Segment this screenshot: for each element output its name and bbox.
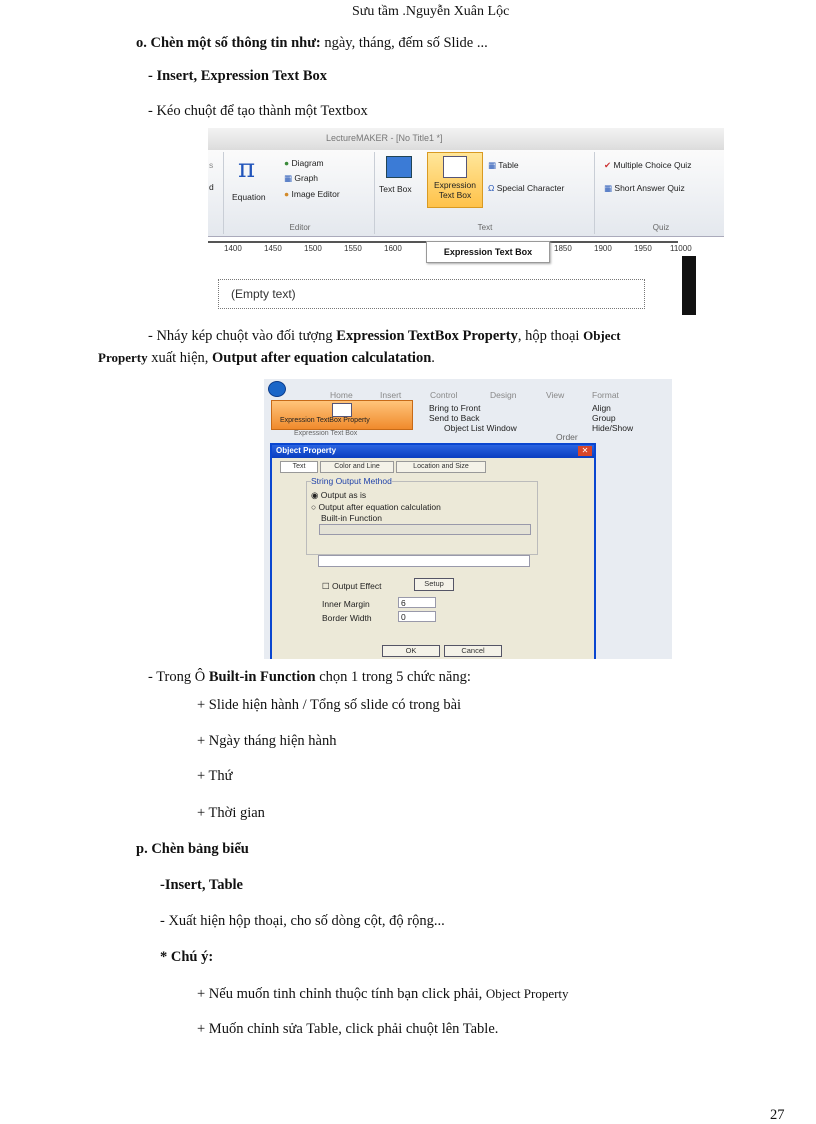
expression-textbox-label: Expression Text Box xyxy=(433,180,477,200)
table-button[interactable]: ▦ Table xyxy=(488,160,519,170)
tab-home[interactable]: Home xyxy=(330,390,353,400)
hide-show-button[interactable]: Hide/Show xyxy=(592,423,634,433)
table-icon: ▦ xyxy=(488,160,497,170)
object-property-screenshot xyxy=(264,379,672,659)
tab-design[interactable]: Design xyxy=(490,390,517,400)
section-o-heading xyxy=(136,35,488,52)
expression-textbox-button[interactable] xyxy=(427,152,483,208)
tab-insert[interactable]: Insert xyxy=(380,390,402,400)
editor-group xyxy=(226,152,375,234)
setup-button[interactable]: Setup xyxy=(414,578,454,591)
section-o-label: o. Chèn một số thông tin như: xyxy=(136,35,321,51)
app-title-bar xyxy=(208,128,724,150)
graph-icon: ▦ xyxy=(284,173,293,183)
diagram-icon: ● xyxy=(284,158,290,168)
ribbon-tabs xyxy=(324,390,672,399)
send-to-back-button[interactable]: Send to Back xyxy=(429,413,480,423)
ruler: 1400 1450 1500 1550 1600 1850 1900 1950 11000 xyxy=(208,241,678,257)
textbox-icon xyxy=(386,156,412,178)
note-item: + Muốn chỉnh sửa Table, click phải chuột lên Table. xyxy=(197,1021,499,1037)
quiz-group-label: Quiz xyxy=(652,223,670,232)
insert-expression-line xyxy=(148,68,327,85)
list-item: + Thứ xyxy=(197,768,233,784)
dialog-line: - Xuất hiện hộp thoại, cho số dòng cột, độ rộng... xyxy=(160,913,445,929)
list-item: + Ngày tháng hiện hành xyxy=(197,733,337,749)
answer-icon: ▦ xyxy=(604,183,613,193)
string-output-group: String Output Method ◉ Output as is ○ Output after equation calculation Built-in Function xyxy=(306,481,538,555)
textbox-button[interactable]: Text Box xyxy=(379,184,412,194)
page-edge-bar xyxy=(682,256,696,315)
tooltip: Expression Text Box xyxy=(426,241,550,263)
align-button[interactable]: Align xyxy=(592,403,611,413)
list-item: + Slide hiện hành / Tổng số slide có trong bài xyxy=(197,697,462,713)
output-effect-checkbox[interactable]: ☐ Output Effect xyxy=(322,581,382,591)
section-p-heading: p. Chèn bảng biểu xyxy=(136,841,249,857)
radio-output-after-calc[interactable]: ○ Output after equation calculation xyxy=(311,502,441,512)
pi-icon[interactable]: π xyxy=(238,154,256,184)
image-editor-icon: ● xyxy=(284,189,290,199)
image-editor-button[interactable]: ● Image Editor xyxy=(284,189,340,199)
builtin-function-select[interactable] xyxy=(319,524,531,535)
cancel-button[interactable]: Cancel xyxy=(444,645,502,657)
multiple-choice-quiz-button[interactable]: ✔ Multiple Choice Quiz xyxy=(604,160,692,170)
page-number: 27 xyxy=(770,1107,785,1123)
tab-format[interactable]: Format xyxy=(592,390,619,400)
drag-line: - Kéo chuột để tạo thành một Textbox xyxy=(148,103,368,119)
empty-text: (Empty text) xyxy=(231,287,296,301)
expression-icon xyxy=(443,156,467,178)
tab-color-line[interactable]: Color and Line xyxy=(320,461,394,473)
special-character-button[interactable]: Ω Special Character xyxy=(488,183,565,193)
quiz-group xyxy=(598,152,724,234)
close-icon[interactable]: ✕ xyxy=(578,446,592,456)
partial-group: s d xyxy=(208,152,224,234)
omega-icon: Ω xyxy=(488,183,495,193)
bring-to-front-button[interactable]: Bring to Front xyxy=(429,403,481,413)
builtin-function-label: Built-in Function xyxy=(321,513,382,523)
ribbon-screenshot xyxy=(208,128,724,315)
tab-control[interactable]: Control xyxy=(430,390,458,400)
insert-expression-text: - Insert, Expression Text Box xyxy=(148,68,327,84)
editor-group-label: Editor xyxy=(289,223,311,232)
tab-location-size[interactable]: Location and Size xyxy=(396,461,486,473)
note-item: + Nếu muốn tinh chỉnh thuộc tính bạn click phải, Object Property xyxy=(197,986,569,1002)
tab-view[interactable]: View xyxy=(546,390,565,400)
double-click-paragraph: - Nháy kép chuột vào đối tượng Expression TextBox Property, hộp thoại Object Property xuất hiện, Output after equation calculatation. xyxy=(98,328,621,366)
function-input[interactable] xyxy=(318,555,530,567)
diagram-button[interactable]: ● Diagram xyxy=(284,158,324,168)
equation-button[interactable]: Equation xyxy=(232,192,266,202)
dialog-title-bar: Object Property ✕ xyxy=(272,445,594,458)
property-icon xyxy=(332,403,352,417)
graph-button[interactable]: ▦ Graph xyxy=(284,173,319,183)
list-item: + Thời gian xyxy=(197,805,265,821)
quiz-icon: ✔ xyxy=(604,160,612,170)
inner-margin-label: Inner Margin xyxy=(322,599,370,609)
office-orb-icon[interactable] xyxy=(268,381,286,397)
page-header: Sưu tầm .Nguyễn Xuân Lộc xyxy=(352,4,510,19)
section-o-rest: ngày, tháng, đếm số Slide ... xyxy=(320,35,488,51)
builtin-line: - Trong Ô Built-in Function chọn 1 trong 5 chức năng: xyxy=(148,669,471,685)
object-property-dialog xyxy=(270,443,596,659)
border-width-label: Border Width xyxy=(322,613,372,623)
tab-text[interactable]: Text xyxy=(280,461,318,473)
group-button[interactable]: Group xyxy=(592,413,616,423)
text-group xyxy=(376,152,595,234)
expression-textbox-property-button[interactable]: Expression TextBox Property xyxy=(271,400,413,430)
text-group-label: Text xyxy=(477,223,493,232)
app-title: LectureMAKER - [No Title1 *] xyxy=(326,133,443,143)
expression-group-label: Expression Text Box xyxy=(294,430,358,437)
object-list-window-button[interactable]: Object List Window xyxy=(444,423,517,433)
border-width-input[interactable]: 0 xyxy=(398,611,436,622)
empty-textbox[interactable] xyxy=(218,279,645,309)
inner-margin-input[interactable]: 6 xyxy=(398,597,436,608)
insert-table-line: -Insert, Table xyxy=(160,877,243,893)
order-group-label: Order xyxy=(556,432,578,442)
note-heading: * Chú ý: xyxy=(160,949,214,965)
ok-button[interactable]: OK xyxy=(382,645,440,657)
radio-output-as-is[interactable]: ◉ Output as is xyxy=(311,490,367,500)
short-answer-quiz-button[interactable]: ▦ Short Answer Quiz xyxy=(604,183,685,193)
